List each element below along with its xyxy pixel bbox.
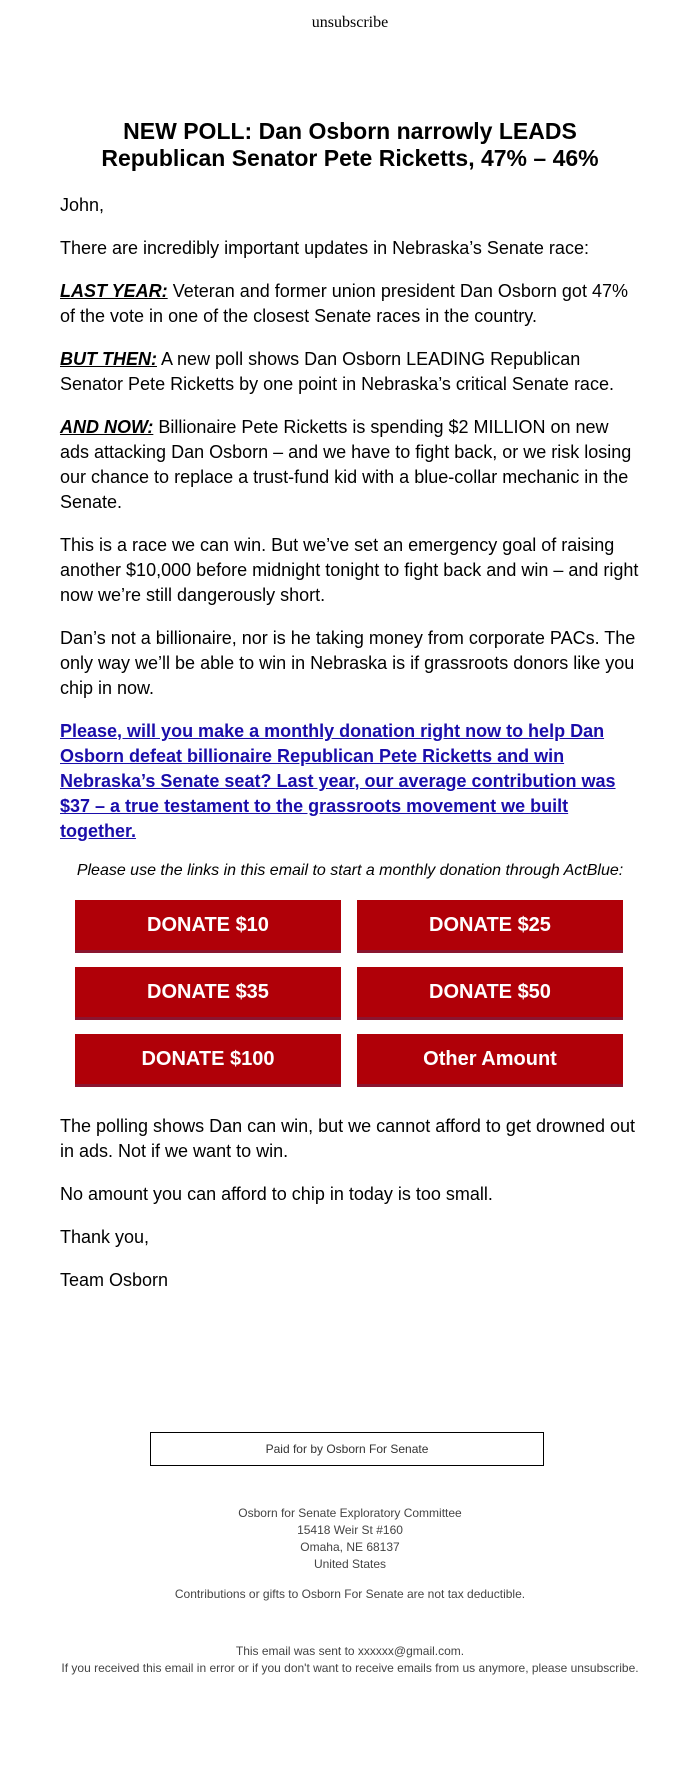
closing-section: [60, 1114, 640, 1311]
email-body: [60, 193, 640, 862]
donate-35-button[interactable]: DONATE $35: [75, 967, 341, 1020]
donate-25-button[interactable]: DONATE $25: [357, 900, 623, 953]
amount-paragraph: No amount you can afford to chip in today is too small.: [60, 1184, 493, 1204]
headline-line-2: Republican Senator Pete Ricketts, 47% – 46%: [101, 145, 599, 171]
billionaire-paragraph: Dan’s not a billionaire, nor is he taking money from corporate PACs. The only way we’ll be able to win in Nebraska is if grassroots donors like you chip in now.: [60, 628, 636, 698]
polling-paragraph: The polling shows Dan can win, but we cannot afford to get drowned out in ads. Not if we want to win.: [60, 1116, 636, 1161]
footer-country: United States: [313, 1557, 387, 1571]
paid-for-text: Paid for by Osborn For Senate: [265, 1442, 429, 1456]
donate-100-button[interactable]: DONATE $100: [75, 1034, 341, 1087]
intro-paragraph: There are incredibly important updates in Nebraska’s Senate race:: [60, 238, 589, 258]
footer-error-note: If you received this email in error or if you don't want to receive emails from us anymore, please unsubscribe.: [61, 1661, 639, 1675]
and-now-label: AND NOW:: [60, 417, 154, 437]
donate-50-button[interactable]: DONATE $50: [357, 967, 623, 1020]
email-headline: [60, 118, 640, 172]
last-year-label: LAST YEAR:: [60, 281, 168, 301]
recipient-email: xxxxxx@gmail.com.: [357, 1644, 465, 1658]
footer-tax-note: Contributions or gifts to Osborn For Senate are not tax deductible.: [174, 1587, 526, 1601]
actblue-note: Please use the links in this email to start a monthly donation through ActBlue:: [76, 862, 624, 879]
footer-sent-note: [0, 1643, 700, 1677]
but-then-paragraph: [60, 347, 640, 397]
last-year-paragraph: [60, 279, 640, 329]
but-then-text: A new poll shows Dan Osborn LEADING Republican Senator Pete Ricketts by one point in Nebraska’s critical Senate race.: [60, 349, 614, 394]
last-year-text: Veteran and former union president Dan Osborn got 47% of the vote in one of the closest Senate races in the country.: [60, 281, 628, 326]
sent-prefix: This email was sent to: [235, 1644, 358, 1658]
headline-line-1: NEW POLL: Dan Osborn narrowly LEADS: [123, 118, 577, 144]
unsubscribe-link[interactable]: unsubscribe: [311, 14, 389, 31]
greeting: John,: [60, 195, 105, 215]
cta-paragraph: [60, 719, 640, 844]
thanks-line: Thank you,: [60, 1227, 150, 1247]
other-amount-button[interactable]: Other Amount: [357, 1034, 623, 1087]
donate-10-button[interactable]: DONATE $10: [75, 900, 341, 953]
but-then-label: BUT THEN:: [60, 349, 157, 369]
footer-street: 15418 Weir St #160: [297, 1523, 403, 1537]
signature: Team Osborn: [60, 1270, 169, 1290]
footer-org: Osborn for Senate Exploratory Committee: [238, 1506, 462, 1520]
and-now-paragraph: [60, 415, 640, 515]
footer-address: [0, 1505, 700, 1573]
paid-for-box: [150, 1432, 544, 1466]
footer-sent-line: [0, 1643, 700, 1660]
and-now-text: Billionaire Pete Ricketts is spending $2 MILLION on new ads attacking Dan Osborn – and we have to fight back, or we risk losing our chance to replace a trust-fund kid with a blue-collar mechanic in the Senate.: [60, 417, 632, 512]
donation-cta-link[interactable]: Please, will you make a monthly donation right now to help Dan Osborn defeat billionaire Republican Pete Ricketts and win Nebraska’s Senate seat? Last year, our average contribution was $37 – a true testament to the grassroots movement we built together.: [60, 721, 616, 841]
footer-city: Omaha, NE 68137: [300, 1540, 400, 1554]
race-paragraph: This is a race we can win. But we’ve set an emergency goal of raising another $10,000 before midnight tonight to fight back and win – and right now we’re still dangerously short.: [60, 535, 639, 605]
